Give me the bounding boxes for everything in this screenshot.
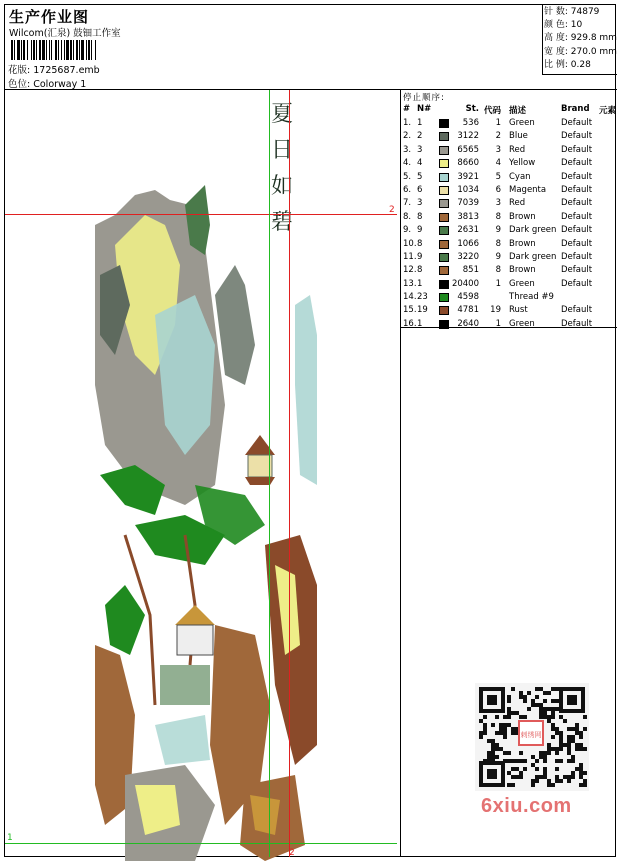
stitch-count: 851 — [462, 265, 479, 276]
color-code: 8 — [495, 265, 501, 276]
row-number: 12. — [403, 265, 417, 276]
color-swatch — [439, 119, 449, 128]
needle-number: 4 — [417, 158, 423, 169]
document-frame — [4, 4, 616, 857]
color-swatch — [439, 132, 449, 141]
calligraphy-char-1: 夏 — [270, 102, 293, 127]
stitch-count: 3220 — [457, 251, 479, 262]
thread-brand: Default — [561, 118, 593, 128]
row-number: 10. — [403, 238, 417, 249]
header — [5, 5, 543, 89]
needle-number: 19 — [417, 305, 428, 316]
color-code: 19 — [490, 305, 501, 316]
color-swatch — [439, 293, 449, 302]
guide-label-h1: 1 — [7, 833, 13, 843]
watermark: 6xiu.com — [481, 795, 572, 817]
color-description: Green — [509, 118, 535, 128]
table-row — [403, 130, 617, 143]
thread-brand: Default — [561, 305, 593, 316]
calligraphy-char-3: 如 — [270, 174, 293, 199]
stat-height: 高 度: 929.8 mm — [544, 33, 617, 44]
row-number: 15. — [403, 305, 417, 316]
table-row — [403, 144, 617, 157]
guide-line-vertical-2 — [289, 90, 290, 857]
stitch-count: 2640 — [457, 318, 479, 329]
stitch-count: 6565 — [457, 144, 479, 155]
color-description: Red — [509, 144, 526, 155]
color-description: Thread #9 — [509, 292, 554, 303]
qr-code — [475, 683, 589, 791]
row-number: 4. — [403, 158, 412, 169]
color-code: 3 — [495, 144, 501, 155]
thread-brand: Default — [561, 198, 593, 209]
colorway-value: Colorway 1 — [33, 79, 87, 90]
thread-brand: Default — [561, 238, 593, 249]
pavilion-lower — [160, 605, 215, 705]
color-code: 8 — [495, 238, 501, 249]
stitch-count: 8660 — [457, 158, 479, 169]
row-number: 3. — [403, 144, 412, 155]
needle-number: 9 — [417, 225, 423, 236]
color-swatch — [439, 240, 449, 249]
color-swatch — [439, 186, 449, 195]
row-number: 6. — [403, 184, 412, 195]
color-description: Brown — [509, 265, 536, 276]
calligraphy-char-4: 碧 — [270, 210, 293, 235]
stitch-count: 20400 — [451, 278, 479, 289]
table-row — [403, 278, 617, 291]
guide-line-horizontal-1 — [5, 843, 397, 844]
color-swatch — [439, 280, 449, 289]
thread-brand: Default — [561, 144, 593, 155]
color-code: 1 — [495, 118, 501, 128]
header-needle: N# — [417, 104, 432, 114]
color-description: Brown — [509, 238, 536, 249]
stitch-count: 7039 — [457, 198, 479, 209]
needle-number: 3 — [417, 198, 423, 209]
header-code: 代码 — [483, 106, 501, 116]
row-number: 8. — [403, 211, 412, 222]
mountain-upper — [95, 185, 225, 505]
table-row — [403, 117, 617, 130]
needle-number: 9 — [417, 251, 423, 262]
table-row — [403, 318, 617, 331]
color-swatch — [439, 213, 449, 222]
design-label: 花版: — [8, 65, 31, 76]
thread-brand: Default — [561, 265, 593, 276]
pavilion-upper — [245, 435, 275, 485]
stitch-count: 2631 — [457, 225, 479, 236]
thread-brand: Default — [561, 251, 593, 262]
stat-scale: 比 例: 0.28 — [544, 59, 591, 70]
guide-label-h2: 2 — [389, 205, 395, 215]
table-header — [403, 104, 617, 117]
needle-number: 1 — [417, 118, 423, 128]
header-brand: Brand — [561, 104, 590, 114]
color-swatch — [439, 306, 449, 315]
stop-sequence-table — [403, 92, 617, 331]
stop-sequence-title: 停止顺序: — [403, 93, 445, 103]
table-row — [403, 157, 617, 170]
color-description: Green — [509, 278, 535, 289]
colorway-label: 色位: — [8, 79, 31, 90]
thread-brand: Default — [561, 318, 593, 329]
stitch-count: 3813 — [457, 211, 479, 222]
header-divider — [5, 89, 617, 90]
needle-number: 3 — [417, 144, 423, 155]
stitch-count: 3122 — [457, 131, 479, 142]
row-number: 2. — [403, 131, 412, 142]
header-num: # — [403, 104, 411, 114]
color-description: Rust — [509, 305, 528, 316]
color-swatch — [439, 173, 449, 182]
table-row — [403, 171, 617, 184]
guide-line-vertical-1 — [269, 90, 270, 857]
color-code: 6 — [495, 184, 501, 195]
row-number: 9. — [403, 225, 412, 236]
stat-colors: 颜 色: 10 — [544, 20, 583, 31]
calligraphy-char-2: 日 — [270, 138, 293, 163]
calligraphy-title — [270, 97, 294, 241]
color-code: 8 — [495, 211, 501, 222]
table-row — [403, 211, 617, 224]
stitch-count: 1066 — [457, 238, 479, 249]
color-swatch — [439, 320, 449, 329]
table-body — [403, 117, 617, 331]
stats-panel — [542, 5, 617, 75]
row-number: 13. — [403, 278, 417, 289]
stat-stitches: 针 数: 74879 — [544, 7, 600, 17]
needle-number: 5 — [417, 171, 423, 182]
color-code: 2 — [495, 131, 501, 142]
color-description: Yellow — [509, 158, 536, 169]
color-description: Green — [509, 318, 535, 329]
color-code: 5 — [495, 171, 501, 182]
page-title: 生产作业图 — [9, 8, 90, 26]
row-number: 14. — [403, 292, 417, 303]
needle-number: 1 — [417, 318, 423, 329]
guide-label-v2: 2 — [289, 848, 295, 858]
needle-number: 23 — [417, 292, 428, 303]
stat-width: 宽 度: 270.0 mm — [544, 46, 617, 57]
table-row — [403, 304, 617, 317]
row-number: 16. — [403, 318, 417, 329]
table-row — [403, 238, 617, 251]
guide-line-horizontal-2 — [5, 214, 397, 215]
color-code: 9 — [495, 251, 501, 262]
column-divider — [400, 89, 401, 857]
color-description: Blue — [509, 131, 528, 142]
table-row — [403, 197, 617, 210]
qr-seal: 刺绣网 — [520, 731, 542, 739]
color-swatch — [439, 226, 449, 235]
color-code: 9 — [495, 225, 501, 236]
color-swatch — [439, 253, 449, 262]
design-line — [8, 62, 100, 76]
thread-brand: Default — [561, 225, 593, 236]
color-description: Dark green — [509, 251, 557, 262]
table-row — [403, 291, 617, 304]
color-code: 4 — [495, 158, 501, 169]
color-code: 3 — [495, 198, 501, 209]
row-number: 7. — [403, 198, 412, 209]
company-name: Wilcom(汇泉) 鼓钿工作室 — [9, 28, 121, 39]
row-number: 11. — [403, 251, 417, 262]
colorway-line — [8, 76, 86, 90]
color-swatch — [439, 199, 449, 208]
needle-number: 8 — [417, 265, 423, 276]
stitch-count: 536 — [462, 118, 479, 128]
color-description: Cyan — [509, 171, 531, 182]
row-number: 1. — [403, 118, 412, 128]
color-description: Dark green — [509, 225, 557, 236]
needle-number: 8 — [417, 211, 423, 222]
thread-brand: Default — [561, 211, 593, 222]
design-value: 1725687.emb — [33, 65, 100, 76]
color-description: Brown — [509, 211, 536, 222]
stitch-count: 1034 — [457, 184, 479, 195]
stitch-count: 3921 — [457, 171, 479, 182]
table-row — [403, 224, 617, 237]
embroidery-artwork — [95, 185, 317, 861]
needle-number: 1 — [417, 278, 423, 289]
thread-brand: Default — [561, 131, 593, 142]
stitch-count: 4598 — [457, 292, 479, 303]
thread-brand: Default — [561, 278, 593, 289]
header-description: 描述 — [509, 106, 527, 116]
thread-brand: Default — [561, 184, 593, 195]
barcode — [11, 40, 143, 60]
color-code: 1 — [495, 278, 501, 289]
color-swatch — [439, 146, 449, 155]
thread-brand: Default — [561, 171, 593, 182]
color-swatch — [439, 159, 449, 168]
stitch-count: 4781 — [457, 305, 479, 316]
color-description: Magenta — [509, 184, 547, 195]
color-swatch — [439, 266, 449, 275]
needle-number: 2 — [417, 131, 423, 142]
table-row — [403, 184, 617, 197]
table-row — [403, 264, 617, 277]
table-row — [403, 251, 617, 264]
header-stitches: St. — [465, 104, 479, 114]
thread-brand: Default — [561, 158, 593, 169]
needle-number: 6 — [417, 184, 423, 195]
color-description: Red — [509, 198, 526, 209]
row-number: 5. — [403, 171, 412, 182]
color-code: 1 — [495, 318, 501, 329]
header-element: 元素 — [599, 106, 617, 116]
needle-number: 8 — [417, 238, 423, 249]
